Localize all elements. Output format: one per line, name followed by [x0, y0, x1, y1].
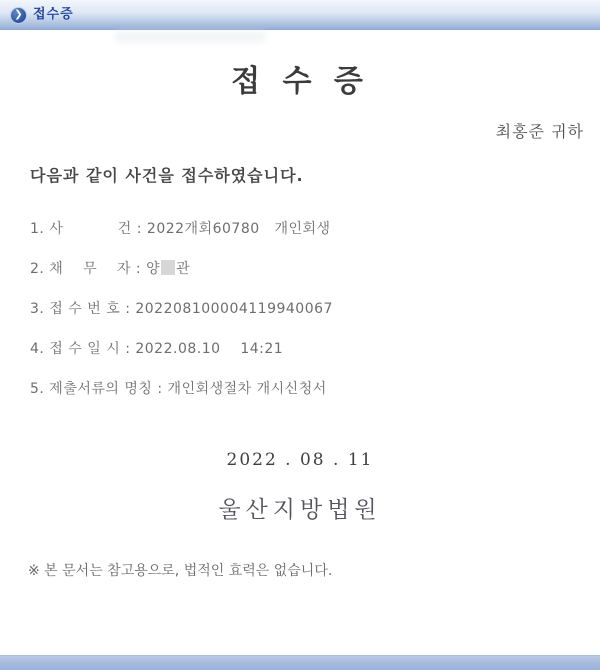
- debtor-line: [30, 258, 590, 298]
- header-bar: [0, 0, 600, 30]
- receipt-datetime-line: 4. 접 수 일 시 : 2022.08.10 14:21: [30, 341, 284, 357]
- recipient-name: 최홍준 귀하: [495, 122, 584, 141]
- disclaimer-text: ※ 본 문서는 참고용으로, 법적인 효력은 없습니다.: [28, 563, 333, 579]
- debtor-line-suffix: 관: [176, 261, 191, 277]
- header-title: 접수증: [33, 7, 74, 22]
- case-number-line: 1. 사 건 : 2022개회60780 개인회생: [30, 221, 331, 237]
- arrow-circle-icon: ❯: [10, 7, 27, 24]
- debtor-line-prefix: 2. 채 무 자 : 양: [30, 261, 161, 277]
- document-name-line: 5. 제출서류의 명칭 : 개인회생절차 개시신청서: [30, 381, 327, 397]
- receipt-title: 접 수 증: [231, 64, 369, 99]
- intro-text: 다음과 같이 사건을 접수하였습니다.: [30, 166, 304, 185]
- receipt-number-line: 3. 접 수 번 호 : 202208100004119940067: [30, 301, 333, 317]
- receipt-detail-list: [30, 218, 590, 418]
- issue-date: 2022 . 08 . 11: [226, 450, 374, 470]
- footer-bar: [0, 655, 600, 670]
- redaction-box: [161, 260, 175, 275]
- court-name: 울산지방법원: [218, 497, 382, 523]
- erased-text-artifact: [115, 31, 265, 43]
